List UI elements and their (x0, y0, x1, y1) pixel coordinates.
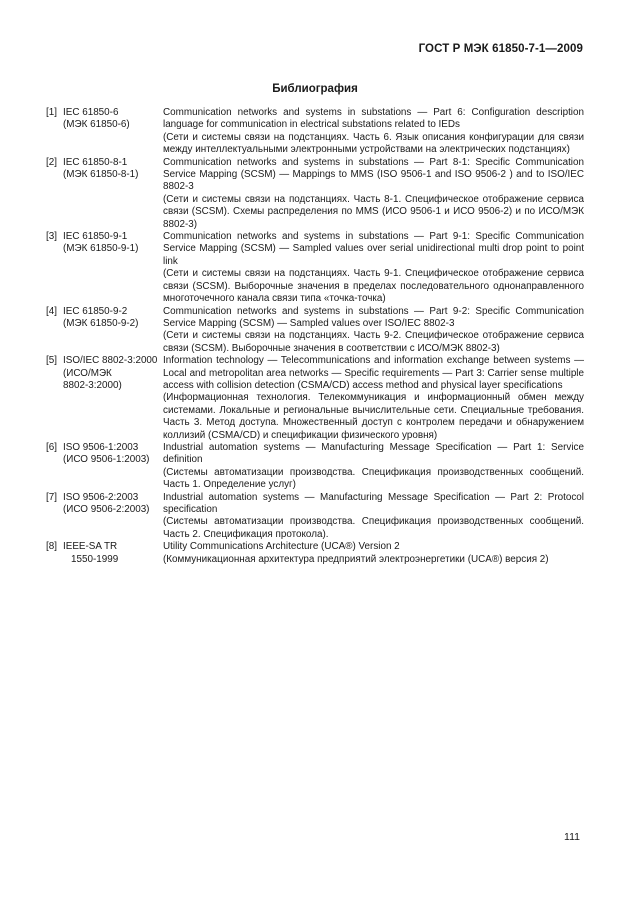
entry-code (63, 442, 149, 492)
bibliography-entry (46, 157, 584, 231)
entry-description (163, 231, 584, 305)
entry-code (63, 231, 138, 305)
entry-title-en: Communication networks and systems in substations — Part 6: Configuration description language for communication in electrical substations related to IEDs (163, 107, 584, 131)
entry-code (63, 355, 157, 442)
bibliography-entry (46, 231, 584, 305)
entry-title-en: Communication networks and systems in substations — Part 9-2: Specific Communication Service Mapping (SCSM) — Sampled values over ISO/IEC 8802-3 (163, 305, 584, 329)
entry-title-en: Information technology — Telecommunications and information exchange between systems — Local and metropolitan area networks — Specific requirements — Part 3: Carrier sense multiple access with collision detection (CSMA/CD) access method and physical layer specifications (163, 355, 584, 391)
entry-code-line: IEC 61850-8-1 (63, 156, 128, 168)
entry-code-line: IEC 61850-9-2 (63, 305, 128, 317)
bibliography-entry (46, 107, 584, 157)
entry-number: [8] (46, 541, 57, 553)
entry-code-line: ISO 9506-1:2003 (63, 441, 139, 453)
bibliography-title: Библиография (272, 83, 358, 95)
bibliography-entry (46, 492, 584, 542)
entry-code (63, 541, 118, 566)
entry-description (163, 442, 584, 492)
entry-code-line: (ИСО 9506-1:2003) (63, 454, 150, 466)
entry-code (63, 306, 138, 356)
entry-number: [1] (46, 107, 57, 118)
entry-number: [4] (46, 305, 57, 317)
bibliography-entry (46, 306, 584, 356)
entry-number: [2] (46, 156, 57, 168)
entry-code (63, 157, 138, 231)
entry-description (163, 541, 584, 566)
entry-title-ru: (Информационная технология. Телекоммуникация и информационный обмен между системами. Локальные и региональные вычислительные сети. Специальные требования. Часть 3. Метод доступа. Множественный доступ с контролем передачи и обнаружением коллизий (CSMA/CD) и спецификации физического уровня) (163, 392, 584, 441)
entry-title-ru: (Сети и системы связи на подстанциях. Часть 9-2. Специфическое отображение сервиса связи (SCSM). Выборочные значения в соответствии с ИСО/МЭК 8802-3) (163, 330, 584, 354)
bibliography-entry (46, 541, 584, 566)
entry-description (163, 306, 584, 356)
entry-number: [7] (46, 491, 57, 503)
entry-code-line: 8802-3:2000) (63, 379, 122, 391)
entry-code-line: (МЭК 61850-9-2) (63, 317, 139, 329)
entry-code-line: ISO/IEC 8802-3:2000 (63, 355, 158, 367)
entry-title-ru: (Коммуникационная архитектура предприятий электроэнергетики (UCA®) версия 2) (163, 553, 549, 565)
entry-code-line: (ИСО 9506-2:2003) (63, 504, 150, 515)
entry-title-ru: (Системы автоматизации производства. Спецификация производственных сообщений. Часть 2. Спецификация протокола). (163, 516, 584, 540)
entry-code (63, 492, 149, 542)
entry-title-en: Industrial automation systems — Manufacturing Message Specification — Part 2: Protocol specification (163, 491, 584, 515)
entry-code-line: IEC 61850-9-1 (63, 231, 128, 243)
entry-title-en: Communication networks and systems in substations — Part 8-1: Specific Communication Service Mapping (SCSM) — Mappings to MMS (ISO 9506-1 and ISO 9506-2 ) and to ISO/IEC 8802-3 (163, 156, 584, 193)
entry-title-en: Utility Communications Architecture (UCA®) Version 2 (163, 541, 400, 553)
entry-code (63, 107, 130, 157)
entry-description (163, 107, 584, 157)
entry-title-en: Industrial automation systems — Manufacturing Message Specification — Part 1: Service definition (163, 441, 584, 466)
entry-code-line: (МЭК 61850-6) (63, 119, 130, 131)
entry-description (163, 157, 584, 231)
entry-number: [6] (46, 441, 57, 453)
entry-code-line: 1550-1999 (71, 553, 119, 565)
document-header: ГОСТ Р МЭК 61850-7-1—2009 (418, 43, 583, 55)
entry-title-ru: (Системы автоматизации производства. Спецификация производственных сообщений. Часть 1. Определение услуг) (163, 466, 584, 491)
entry-title-ru: (Сети и системы связи на подстанциях. Часть 9-1. Специфическое отображение сервиса связи (SCSM). Выборочные значения в пределах последовательного однонаправленного многоточечного канала связи типа «точка-точка) (163, 268, 584, 305)
entry-code-line: (МЭК 61850-8-1) (63, 169, 139, 181)
entry-code-line: (ИСО/МЭК (63, 367, 112, 379)
entry-code-line: ISO 9506-2:2003 (63, 491, 139, 503)
entry-title-ru: (Сети и системы связи на подстанциях. Часть 8-1. Специфическое отображение сервиса связи (SCSM). Схемы распределения по MMS (ИСО 9506-1 и ИСО 9506-2) и по ИСО/МЭК 8802-3) (163, 193, 584, 230)
entry-code-line: IEC 61850-6 (63, 107, 119, 118)
page-number: 111 (564, 831, 580, 843)
entry-code-line: (МЭК 61850-9-1) (63, 243, 139, 255)
entry-number: [5] (46, 355, 57, 367)
entry-code-line: IEEE-SA TR (63, 541, 118, 553)
entry-title-ru: (Сети и системы связи на подстанциях. Часть 6. Язык описания конфигурации для связи между интеллектуальными электронными устройствами на электрических подстанциях) (163, 131, 584, 156)
entry-description (163, 492, 584, 542)
entry-title-en: Communication networks and systems in substations — Part 9-1: Specific Communication Service Mapping (SCSM) — Sampled values over serial unidirectional multi drop point to point link (163, 231, 584, 267)
bibliography-entry (46, 355, 584, 442)
bibliography-entry (46, 442, 584, 492)
bibliography-list (46, 107, 584, 566)
entry-description (163, 355, 584, 442)
entry-number: [3] (46, 231, 57, 243)
